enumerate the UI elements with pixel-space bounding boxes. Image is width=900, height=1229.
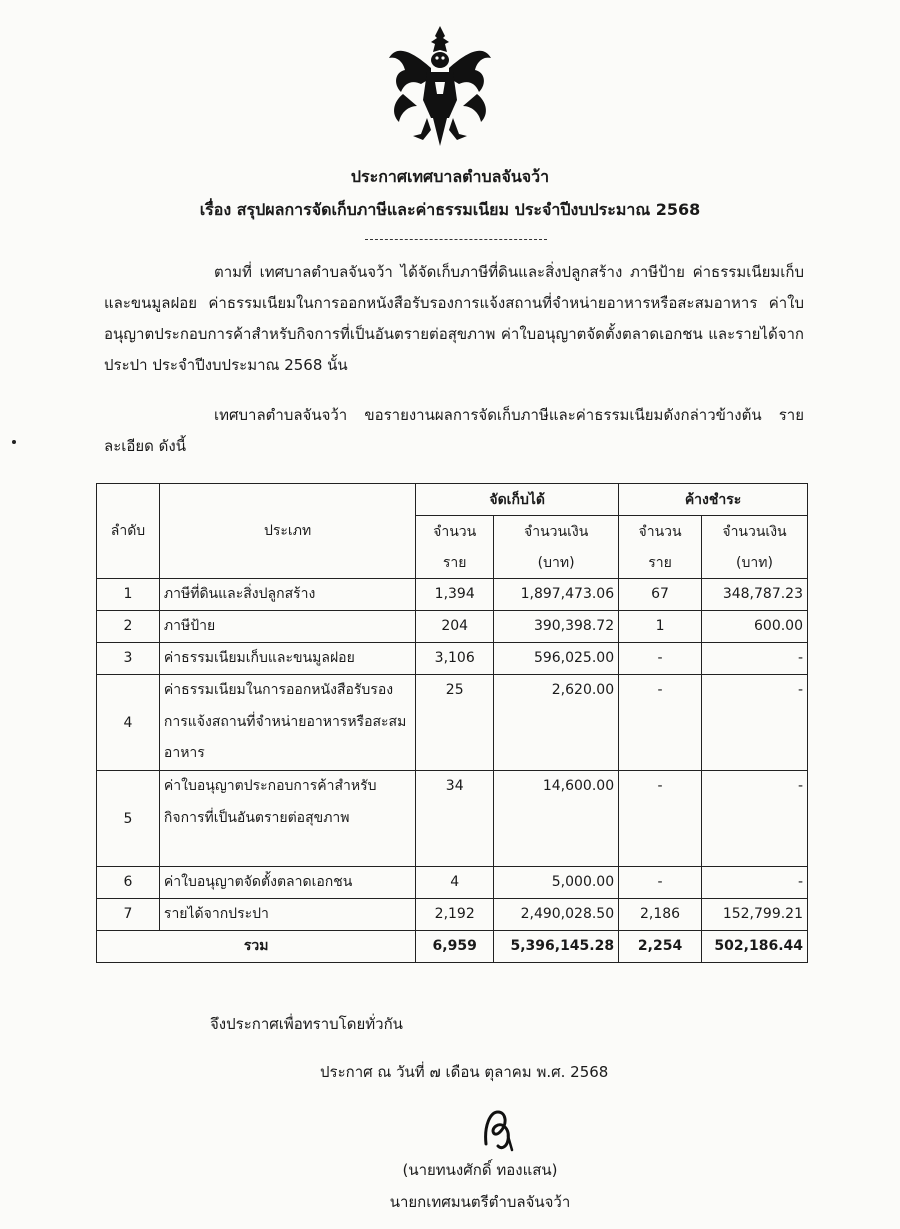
row-outstanding-amount: 152,799.21 xyxy=(702,899,808,931)
total-outstanding-amount: 502,186.44 xyxy=(702,931,808,963)
row-type: รายได้จากประปา xyxy=(159,899,415,931)
row-no: 3 xyxy=(97,643,160,675)
table-row xyxy=(97,867,808,899)
row-collected-count: 3,106 xyxy=(416,643,494,675)
row-collected-count: 204 xyxy=(416,611,494,643)
table-row xyxy=(97,579,808,611)
signer-position: นายกเทศมนตรีตำบลจันจว้า xyxy=(389,1193,571,1211)
divider-line xyxy=(365,239,547,240)
row-type: ค่าใบอนุญาตจัดตั้งตลาดเอกชน xyxy=(159,867,415,899)
row-no: 4 xyxy=(97,675,160,771)
report-text: เทศบาลตำบลจันจว้า ขอรายงานผลการจัดเก็บภาษีและค่าธรรมเนียมดังกล่าวข้างต้น รายละเอียด ดังนี้ xyxy=(104,406,804,455)
total-label: รวม xyxy=(97,931,416,963)
table-row xyxy=(97,643,808,675)
announcement-date: ประกาศ ณ วันที่ ๗ เดือน ตุลาคม พ.ศ. 2568 xyxy=(320,1063,609,1081)
row-collected-count: 25 xyxy=(416,675,494,771)
row-no: 5 xyxy=(97,771,160,867)
handwritten-signature xyxy=(478,1106,518,1154)
row-type: ภาษีที่ดินและสิ่งปลูกสร้าง xyxy=(159,579,415,611)
row-outstanding-amount: - xyxy=(702,643,808,675)
row-type: ค่าธรรมเนียมเก็บและขนมูลฝอย xyxy=(159,643,415,675)
row-outstanding-amount: - xyxy=(702,867,808,899)
row-collected-amount: 14,600.00 xyxy=(494,771,619,867)
header-outstanding-count: จำนวน xyxy=(619,516,702,548)
header-outstanding-count-unit: ราย xyxy=(619,547,702,579)
table-header-row xyxy=(97,484,808,516)
row-type: ค่าธรรมเนียมในการออกหนังสือรับรองการแจ้งสถานที่จำหน่ายอาหารหรือสะสมอาหาร xyxy=(159,675,415,771)
row-collected-count: 34 xyxy=(416,771,494,867)
row-collected-amount: 2,490,028.50 xyxy=(494,899,619,931)
row-outstanding-count: - xyxy=(619,771,702,867)
row-type: ค่าใบอนุญาตประกอบการค้าสำหรับ กิจการที่เป็นอันตรายต่อสุขภาพ xyxy=(159,771,415,867)
row-outstanding-count: 1 xyxy=(619,611,702,643)
header-outstanding: ค้างชำระ xyxy=(619,484,808,516)
announcement-subject: เรื่อง สรุปผลการจัดเก็บภาษีและค่าธรรมเนียม ประจำปีงบประมาณ 2568 xyxy=(199,200,701,219)
table-row xyxy=(97,611,808,643)
row-outstanding-count: - xyxy=(619,643,702,675)
header-collected-count: จำนวน xyxy=(416,516,494,548)
table-total-row xyxy=(97,931,808,963)
header-type: ประเภท xyxy=(159,484,415,579)
signer-name: (นายทนงศักดิ์ ทองแสน) xyxy=(402,1161,558,1179)
margin-dot xyxy=(12,440,16,444)
header-collected: จัดเก็บได้ xyxy=(416,484,619,516)
row-collected-amount: 596,025.00 xyxy=(494,643,619,675)
row-collected-amount: 390,398.72 xyxy=(494,611,619,643)
header-outstanding-amount-unit: (บาท) xyxy=(702,547,808,579)
table-row xyxy=(97,899,808,931)
row-collected-amount: 5,000.00 xyxy=(494,867,619,899)
header-outstanding-amount: จำนวนเงิน xyxy=(702,516,808,548)
row-collected-count: 1,394 xyxy=(416,579,494,611)
header-collected-count-unit: ราย xyxy=(416,547,494,579)
total-collected-amount: 5,396,145.28 xyxy=(494,931,619,963)
row-type: ภาษีป้าย xyxy=(159,611,415,643)
row-collected-amount: 1,897,473.06 xyxy=(494,579,619,611)
row-outstanding-amount: - xyxy=(702,675,808,771)
total-outstanding-count: 2,254 xyxy=(619,931,702,963)
intro-text: ตามที่ เทศบาลตำบลจันจว้า ได้จัดเก็บภาษีที่ดินและสิ่งปลูกสร้าง ภาษีป้าย ค่าธรรมเนียมเก็บและขนมูลฝอย ค่าธรรมเนียมในการออกหนังสือรับรองการแจ้งสถานที่จำหน่ายอาหารหรือสะสมอาหาร ค่าใบอนุญาตประกอบการค้าสำหรับกิจการที่เป็นอันตรายต่อสุขภาพ ค่าใบอนุญาตจัดตั้งตลาดเอกชน และรายได้จากประปา ประจำปีงบประมาณ 2568 นั้น xyxy=(104,263,804,374)
row-outstanding-amount: - xyxy=(702,771,808,867)
report-paragraph xyxy=(104,400,804,462)
row-outstanding-amount: 348,787.23 xyxy=(702,579,808,611)
header-collected-amount-unit: (บาท) xyxy=(494,547,619,579)
row-collected-count: 4 xyxy=(416,867,494,899)
table-row xyxy=(97,675,808,771)
row-outstanding-count: 67 xyxy=(619,579,702,611)
announcement-title: ประกาศเทศบาลตำบลจันจว้า xyxy=(350,167,550,186)
row-no: 6 xyxy=(97,867,160,899)
header-collected-amount: จำนวนเงิน xyxy=(494,516,619,548)
garuda-emblem xyxy=(383,22,497,150)
row-outstanding-amount: 600.00 xyxy=(702,611,808,643)
row-no: 7 xyxy=(97,899,160,931)
row-no: 2 xyxy=(97,611,160,643)
row-collected-count: 2,192 xyxy=(416,899,494,931)
revenue-summary-table xyxy=(96,483,808,963)
row-collected-amount: 2,620.00 xyxy=(494,675,619,771)
intro-paragraph xyxy=(104,257,804,381)
closing-statement: จึงประกาศเพื่อทราบโดยทั่วกัน xyxy=(210,1015,403,1033)
table-row xyxy=(97,771,808,867)
row-outstanding-count: 2,186 xyxy=(619,899,702,931)
header-no: ลำดับ xyxy=(97,484,160,579)
row-outstanding-count: - xyxy=(619,675,702,771)
total-collected-count: 6,959 xyxy=(416,931,494,963)
row-outstanding-count: - xyxy=(619,867,702,899)
row-no: 1 xyxy=(97,579,160,611)
